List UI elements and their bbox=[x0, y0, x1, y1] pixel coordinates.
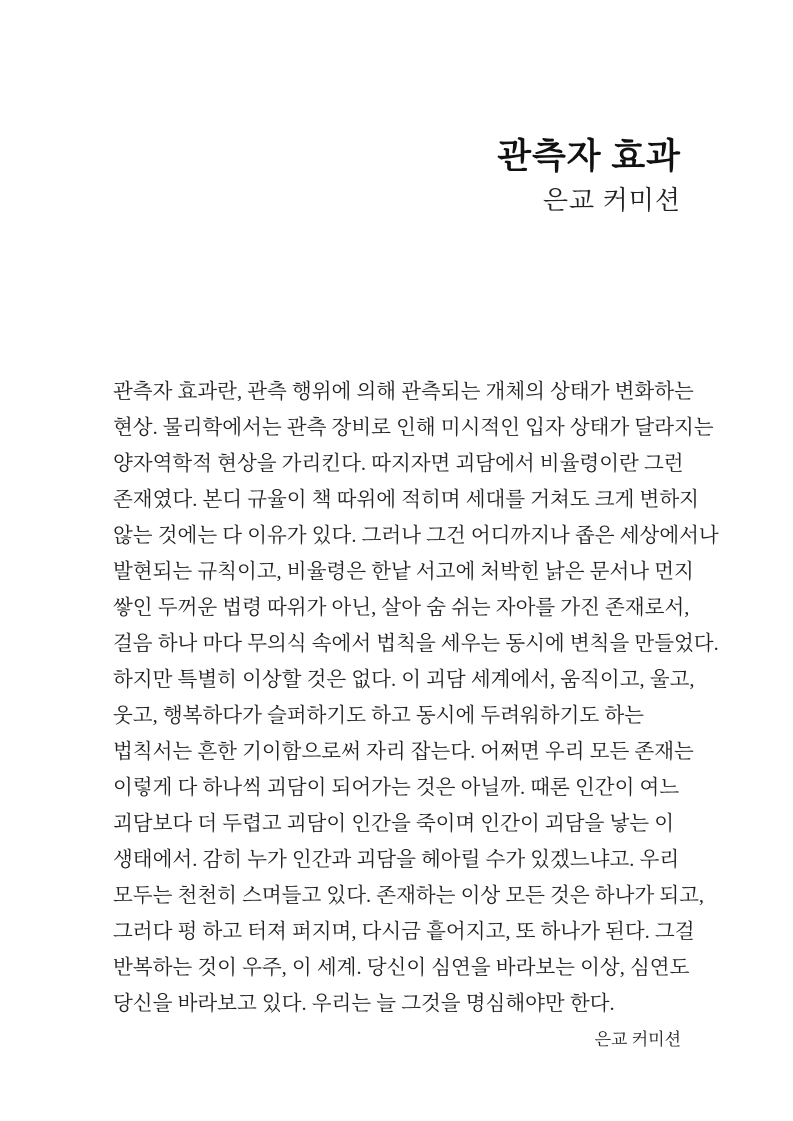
paragraph-line: 당신을 바라보고 있다. 우리는 늘 그것을 명심해야만 한다. bbox=[113, 993, 615, 1015]
page-subtitle: 은교 커미션 bbox=[542, 186, 681, 215]
paragraph-line: 법칙서는 흔한 기이함으로써 자리 잡는다. 어쩌면 우리 모든 존재는 bbox=[113, 741, 694, 763]
signature: 은교 커미션 bbox=[594, 1030, 681, 1049]
paragraph-line: 걸음 하나 마다 무의식 속에서 법칙을 세우는 동시에 변칙을 만들었다. bbox=[113, 633, 719, 655]
paragraph-line: 웃고, 행복하다가 슬퍼하기도 하고 동시에 두려워하기도 하는 bbox=[113, 705, 644, 727]
body-paragraph bbox=[113, 374, 719, 1022]
paragraph-line: 쌓인 두꺼운 법령 따위가 아닌, 살아 숨 쉬는 자아를 가진 존재로서, bbox=[113, 597, 690, 619]
document-header bbox=[113, 136, 681, 218]
paragraph-line: 관측자 효과란, 관측 행위에 의해 관측되는 개체의 상태가 변화하는 bbox=[113, 381, 694, 403]
paragraph-line: 않는 것에는 다 이유가 있다. 그러나 그건 어디까지나 좁은 세상에서나 bbox=[113, 525, 719, 547]
paragraph-line: 하지만 특별히 이상할 것은 없다. 이 괴담 세계에서, 움직이고, 울고, bbox=[113, 669, 695, 691]
paragraph-line: 모두는 천천히 스며들고 있다. 존재하는 이상 모든 것은 하나가 되고, bbox=[113, 885, 705, 907]
paragraph-line: 양자역학적 현상을 가리킨다. 따지자면 괴담에서 비율령이란 그런 bbox=[113, 453, 684, 475]
paragraph-line: 생태에서. 감히 누가 인간과 괴담을 헤아릴 수가 있겠느냐고. 우리 bbox=[113, 849, 680, 871]
page-title: 관측자 효과 bbox=[497, 137, 681, 176]
paragraph-line: 존재였다. 본디 규율이 책 따위에 적히며 세대를 거쳐도 크게 변하지 bbox=[113, 489, 699, 511]
paragraph-line: 현상. 물리학에서는 관측 장비로 인해 미시적인 입자 상태가 달라지는 bbox=[113, 417, 714, 439]
paragraph-line: 괴담보다 더 두렵고 괴담이 인간을 죽이며 인간이 괴담을 낳는 이 bbox=[113, 813, 675, 835]
paragraph-line: 그러다 펑 하고 터져 퍼지며, 다시금 흩어지고, 또 하나가 된다. 그걸 bbox=[113, 921, 695, 943]
paragraph-line: 이렇게 다 하나씩 괴담이 되어가는 것은 아닐까. 때론 인간이 여느 bbox=[113, 777, 680, 799]
paragraph-line: 발현되는 규칙이고, 비율령은 한낱 서고에 처박힌 낡은 문서나 먼지 bbox=[113, 561, 694, 583]
paragraph-line: 반복하는 것이 우주, 이 세계. 당신이 심연을 바라보는 이상, 심연도 bbox=[113, 957, 690, 979]
